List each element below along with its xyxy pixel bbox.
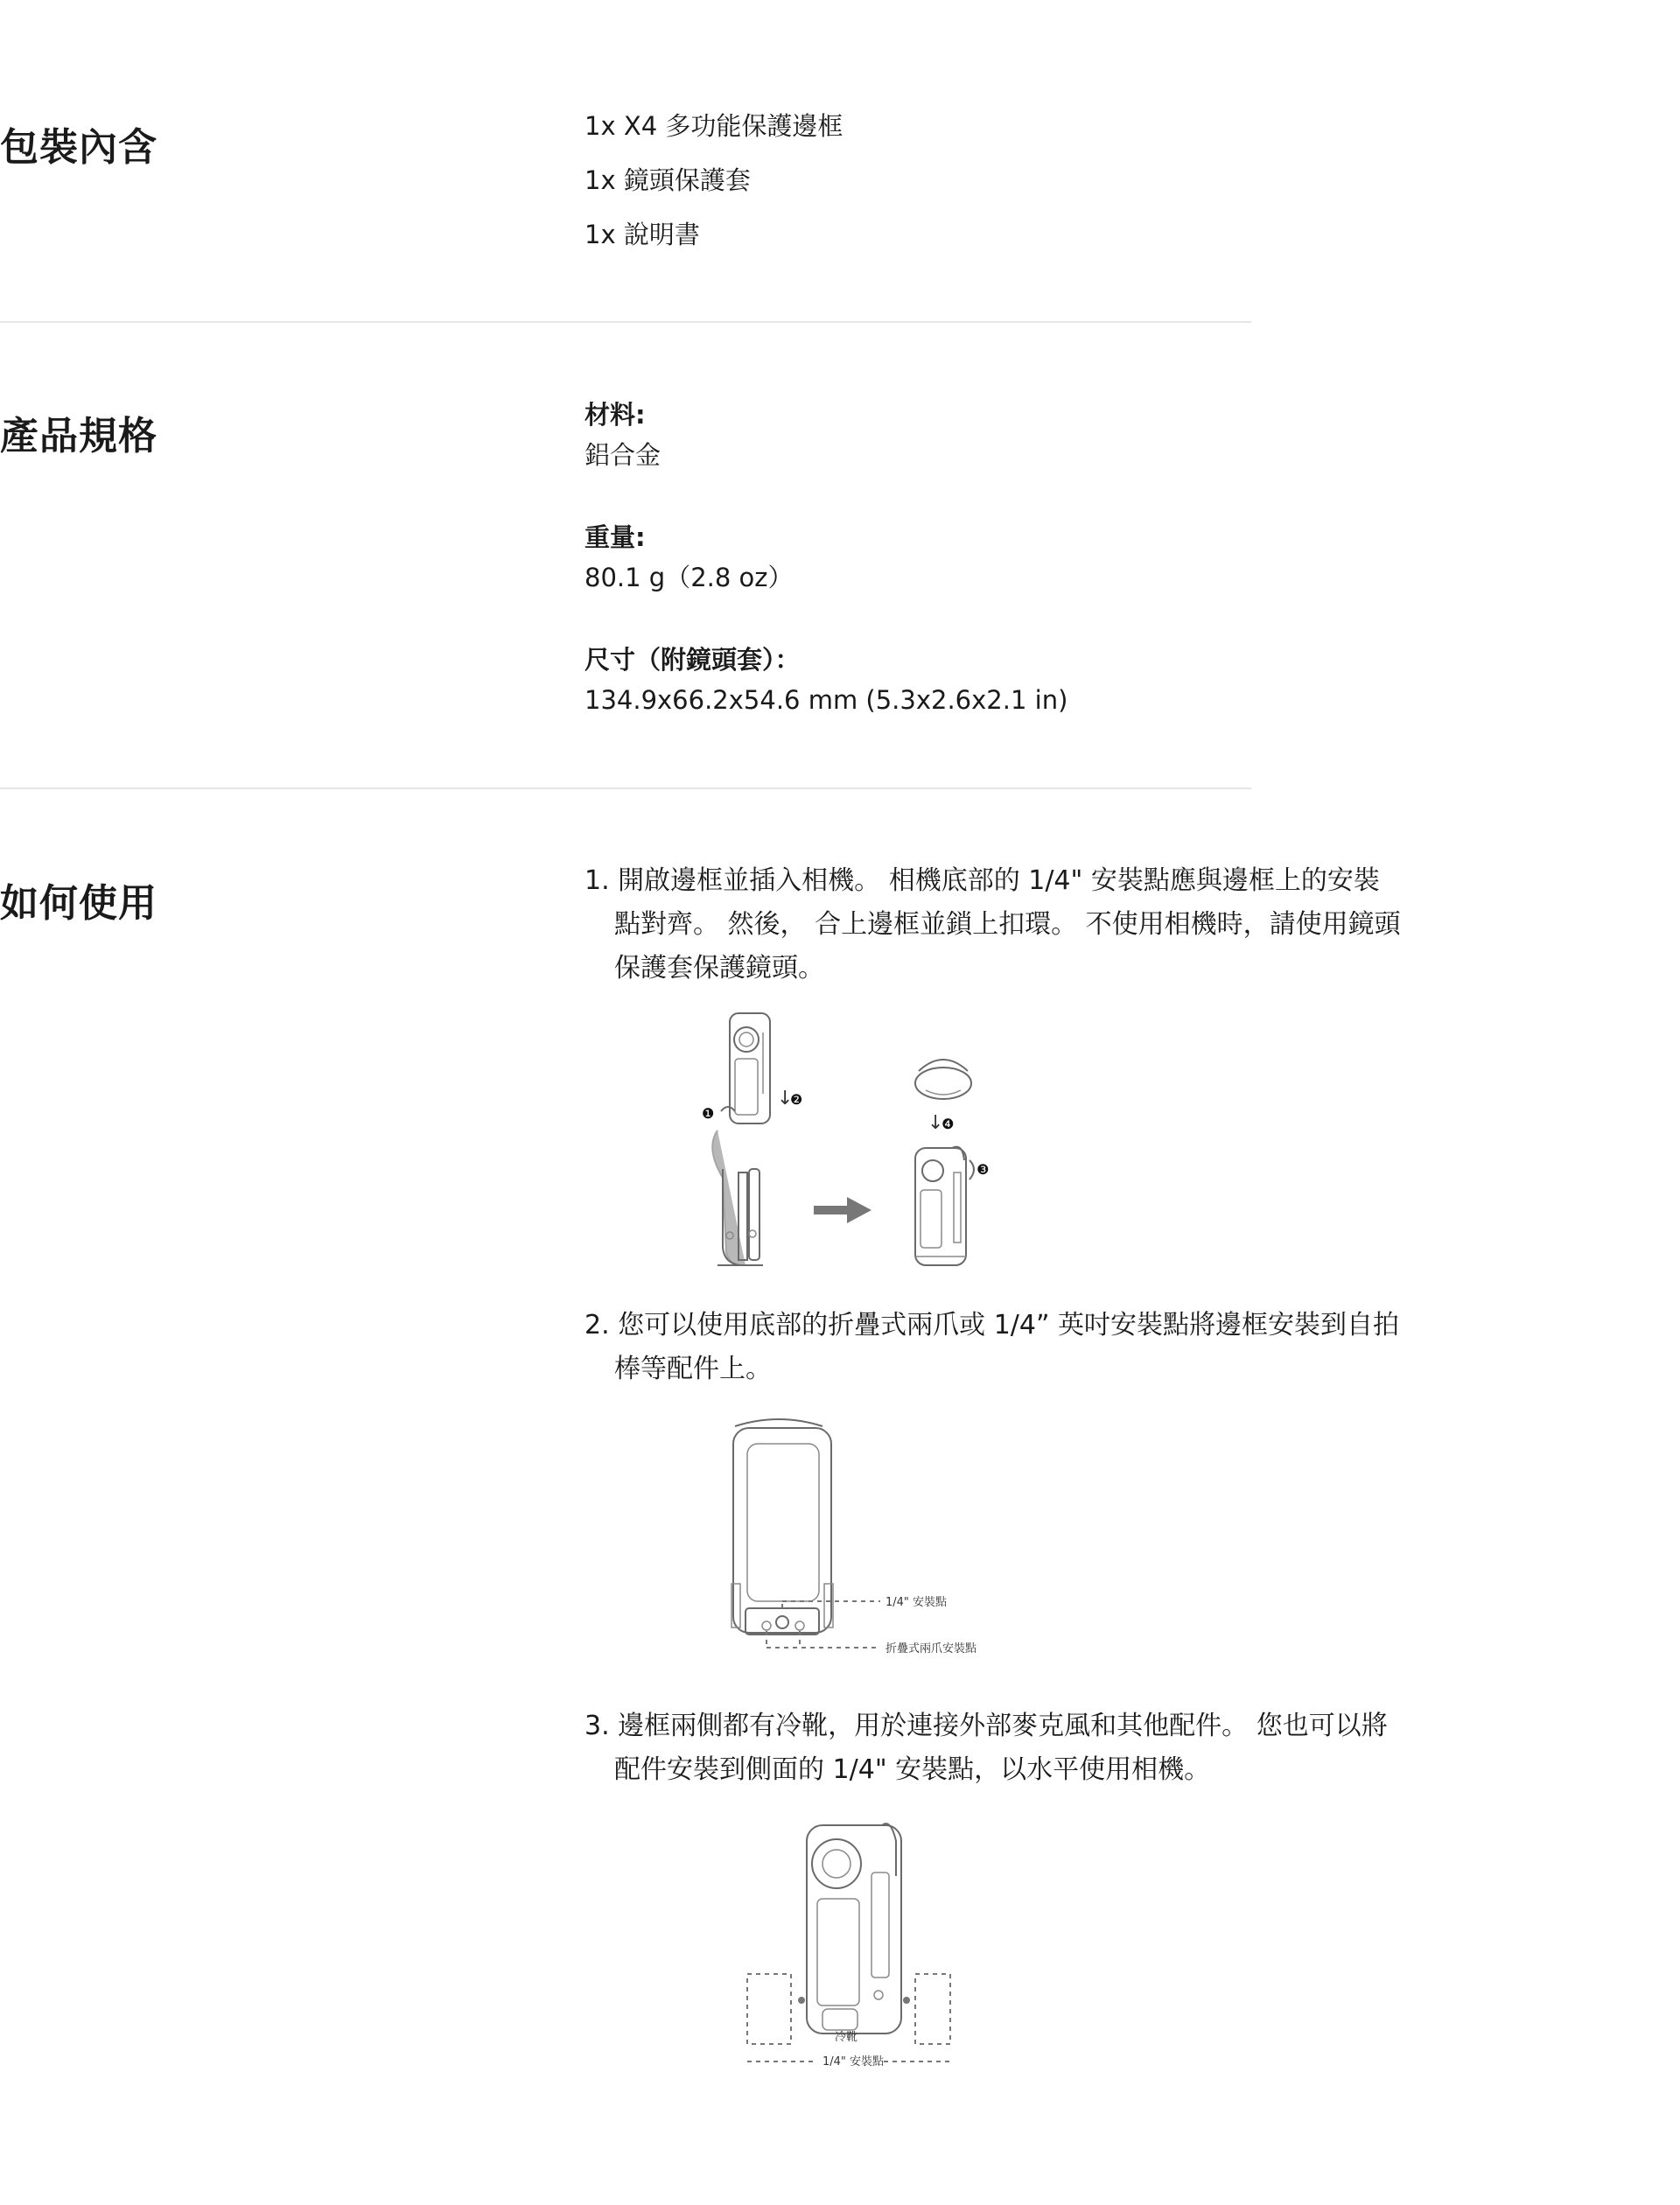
mount-point-icon bbox=[903, 1997, 910, 2004]
callout-cold-shoe: 冷靴 bbox=[835, 2031, 858, 2044]
usage-section-title: 如何使用 bbox=[0, 881, 158, 926]
package-section-title: 包裝內含 bbox=[0, 125, 158, 170]
spec-value-dimensions: 134.9x66.2x54.6 mm (5.3x2.6x2.1 in) bbox=[584, 685, 1068, 715]
camera-icon bbox=[730, 1013, 770, 1124]
rotate-arrow-icon bbox=[970, 1160, 974, 1180]
divider bbox=[0, 321, 1251, 323]
figure-open-frame-insert-camera bbox=[691, 1006, 1006, 1278]
arrow-right-icon bbox=[814, 1197, 872, 1223]
figure-mount-points bbox=[718, 1418, 1006, 1671]
spec-label-weight: 重量: bbox=[584, 522, 646, 552]
arrow-down-icon: ↓ bbox=[777, 1088, 794, 1110]
rotate-arrow-icon bbox=[721, 1107, 735, 1111]
lens-cap-icon bbox=[915, 1060, 971, 1099]
mount-point-icon bbox=[798, 1997, 805, 2004]
callout-side-mount: 1/4" 安裝點 bbox=[822, 2055, 885, 2068]
package-item: 1x 說明書 bbox=[584, 220, 700, 249]
package-item: 1x X4 多功能保護邊框 bbox=[584, 111, 844, 141]
figure-cold-shoe bbox=[744, 1820, 954, 2074]
frame-front-icon bbox=[807, 1824, 901, 2034]
spec-label-dimensions: 尺寸（附鏡頭套）： bbox=[584, 645, 801, 675]
frame-open-icon bbox=[712, 1130, 763, 1265]
specs-section-title: 產品規格 bbox=[0, 414, 158, 458]
callout-folding-mount: 折疊式兩爪安裝點 bbox=[886, 1642, 977, 1656]
marker-3: ❸ bbox=[976, 1161, 990, 1178]
marker-4: ❹ bbox=[942, 1116, 955, 1132]
frame-back-icon bbox=[732, 1419, 833, 1634]
usage-step-3: 3. 邊框兩側都有冷靴，用於連接外部麥克風和其他配件。 您也可以將配件安裝到側面的 1/4" 安裝點，以水平使用相機。 bbox=[584, 1711, 1388, 1785]
spec-label-material: 材料: bbox=[584, 400, 646, 430]
marker-2: ❷ bbox=[790, 1091, 803, 1108]
usage-step-1: 1. 開啟邊框並插入相機。 相機底部的 1/4" 安裝點應與邊框上的安裝點對齊。 然後， 合上邊框並鎖上扣環。 不使用相機時，請使用鏡頭保護套保護鏡頭。 bbox=[584, 865, 1401, 984]
arrow-down-icon: ↓ bbox=[928, 1112, 944, 1134]
spec-value-material: 鋁合金 bbox=[584, 440, 662, 470]
usage-step-2: 2. 您可以使用底部的折疊式兩爪或 1/4” 英吋安裝點將邊框安裝到自拍棒等配件上。 bbox=[584, 1310, 1400, 1384]
marker-1: ❶ bbox=[702, 1105, 715, 1122]
spec-value-weight: 80.1 g（2.8 oz） bbox=[584, 563, 794, 592]
package-item: 1x 鏡頭保護套 bbox=[584, 165, 751, 195]
callout-mount-point: 1/4" 安裝點 bbox=[886, 1596, 948, 1609]
frame-closed-icon bbox=[915, 1147, 966, 1265]
divider bbox=[0, 788, 1251, 789]
